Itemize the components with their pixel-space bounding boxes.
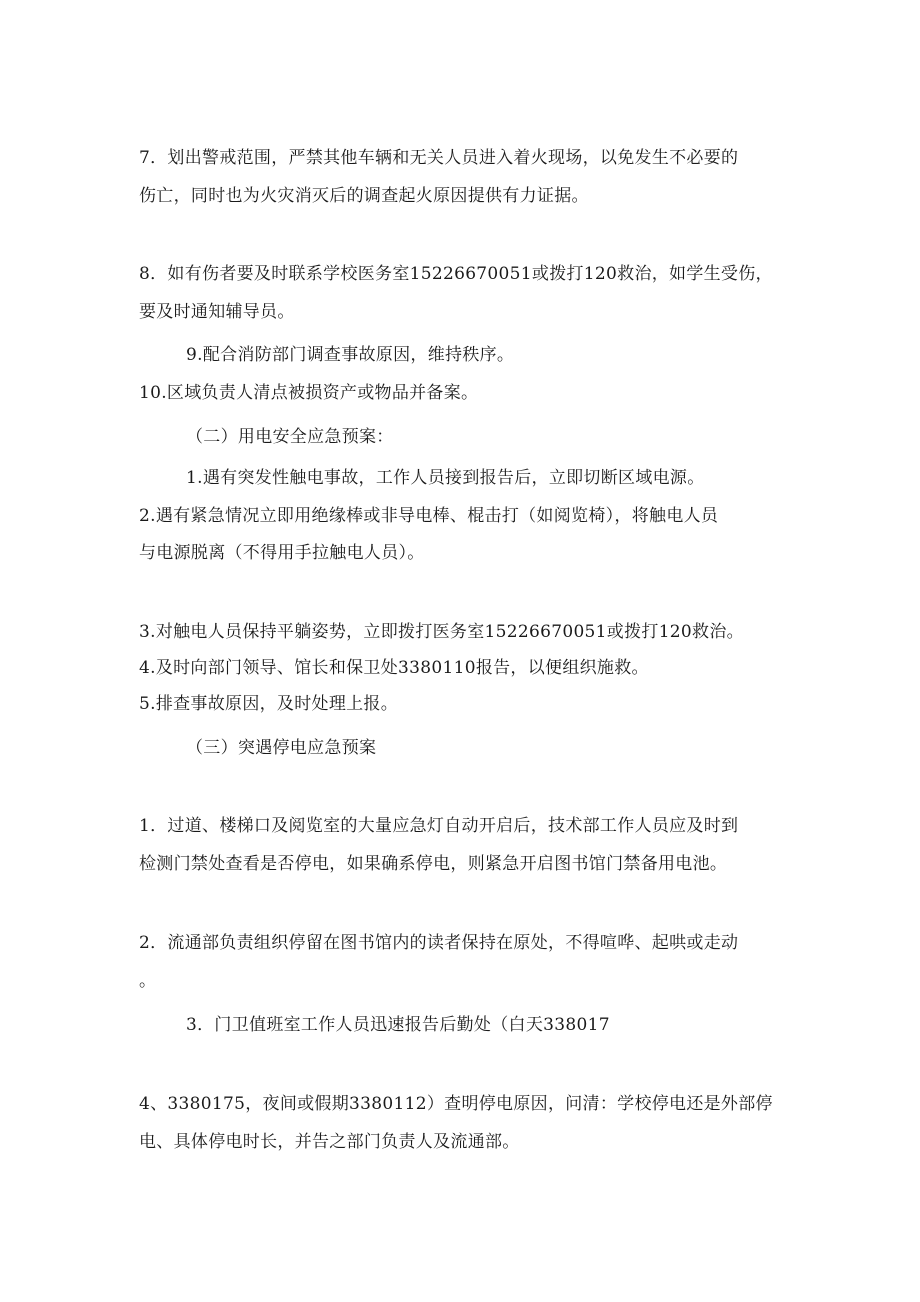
section-heading-power-outage: （三）突遇停电应急预案 bbox=[186, 738, 377, 758]
paragraph-7-line-2: 伤亡，同时也为火灾消灭后的调查起火原因提供有力证据。 bbox=[139, 186, 589, 206]
paragraph-8-line-2: 要及时通知辅导员。 bbox=[139, 302, 295, 322]
section-heading-electrical-safety: （二）用电安全应急预案： bbox=[186, 427, 394, 447]
electrical-item-2-line-2: 与电源脱离（不得用手拉触电人员）。 bbox=[139, 543, 425, 563]
outage-item-2-line-1: 2．流通部负责组织停留在图书馆内的读者保持在原处，不得喧哗、起哄或走动 bbox=[139, 933, 739, 953]
item-10: 10.区域负责人清点被损资产或物品并备案。 bbox=[139, 383, 479, 403]
outage-item-4-line-2: 电、具体停电时长，并告之部门负责人及流通部。 bbox=[139, 1132, 520, 1152]
electrical-item-5: 5.排查事故原因，及时处理上报。 bbox=[139, 694, 399, 714]
outage-item-3: 3．门卫值班室工作人员迅速报告后勤处（白天338017 bbox=[186, 1015, 610, 1035]
item-9: 9.配合消防部门调查事故原因，维持秩序。 bbox=[186, 345, 515, 365]
electrical-item-2-line-1: 2.遇有紧急情况立即用绝缘棒或非导电棒、棍击打（如阅览椅），将触电人员 bbox=[139, 506, 719, 526]
electrical-item-1: 1.遇有突发性触电事故，工作人员接到报告后，立即切断区域电源。 bbox=[186, 468, 705, 488]
electrical-item-3: 3.对触电人员保持平躺姿势，立即拨打医务室15226670051或拨打120救治。 bbox=[139, 622, 744, 642]
electrical-item-4: 4.及时向部门领导、馆长和保卫处3380110报告，以便组织施救。 bbox=[139, 658, 649, 678]
outage-item-4-line-1: 4、3380175，夜间或假期3380112）查明停电原因，问清：学校停电还是外部停 bbox=[139, 1094, 773, 1114]
paragraph-7-line-1: 7．划出警戒范围，严禁其他车辆和无关人员进入着火现场，以免发生不必要的 bbox=[139, 148, 739, 168]
outage-item-2-line-2: 。 bbox=[139, 971, 157, 991]
outage-item-1-line-1: 1．过道、楼梯口及阅览室的大量应急灯自动开启后，技术部工作人员应及时到 bbox=[139, 816, 739, 836]
outage-item-1-line-2: 检测门禁处查看是否停电，如果确系停电，则紧急开启图书馆门禁备用电池。 bbox=[139, 854, 728, 874]
paragraph-8-line-1: 8．如有伤者要及时联系学校医务室15226670051或拨打120救治，如学生受伤， bbox=[139, 264, 773, 284]
